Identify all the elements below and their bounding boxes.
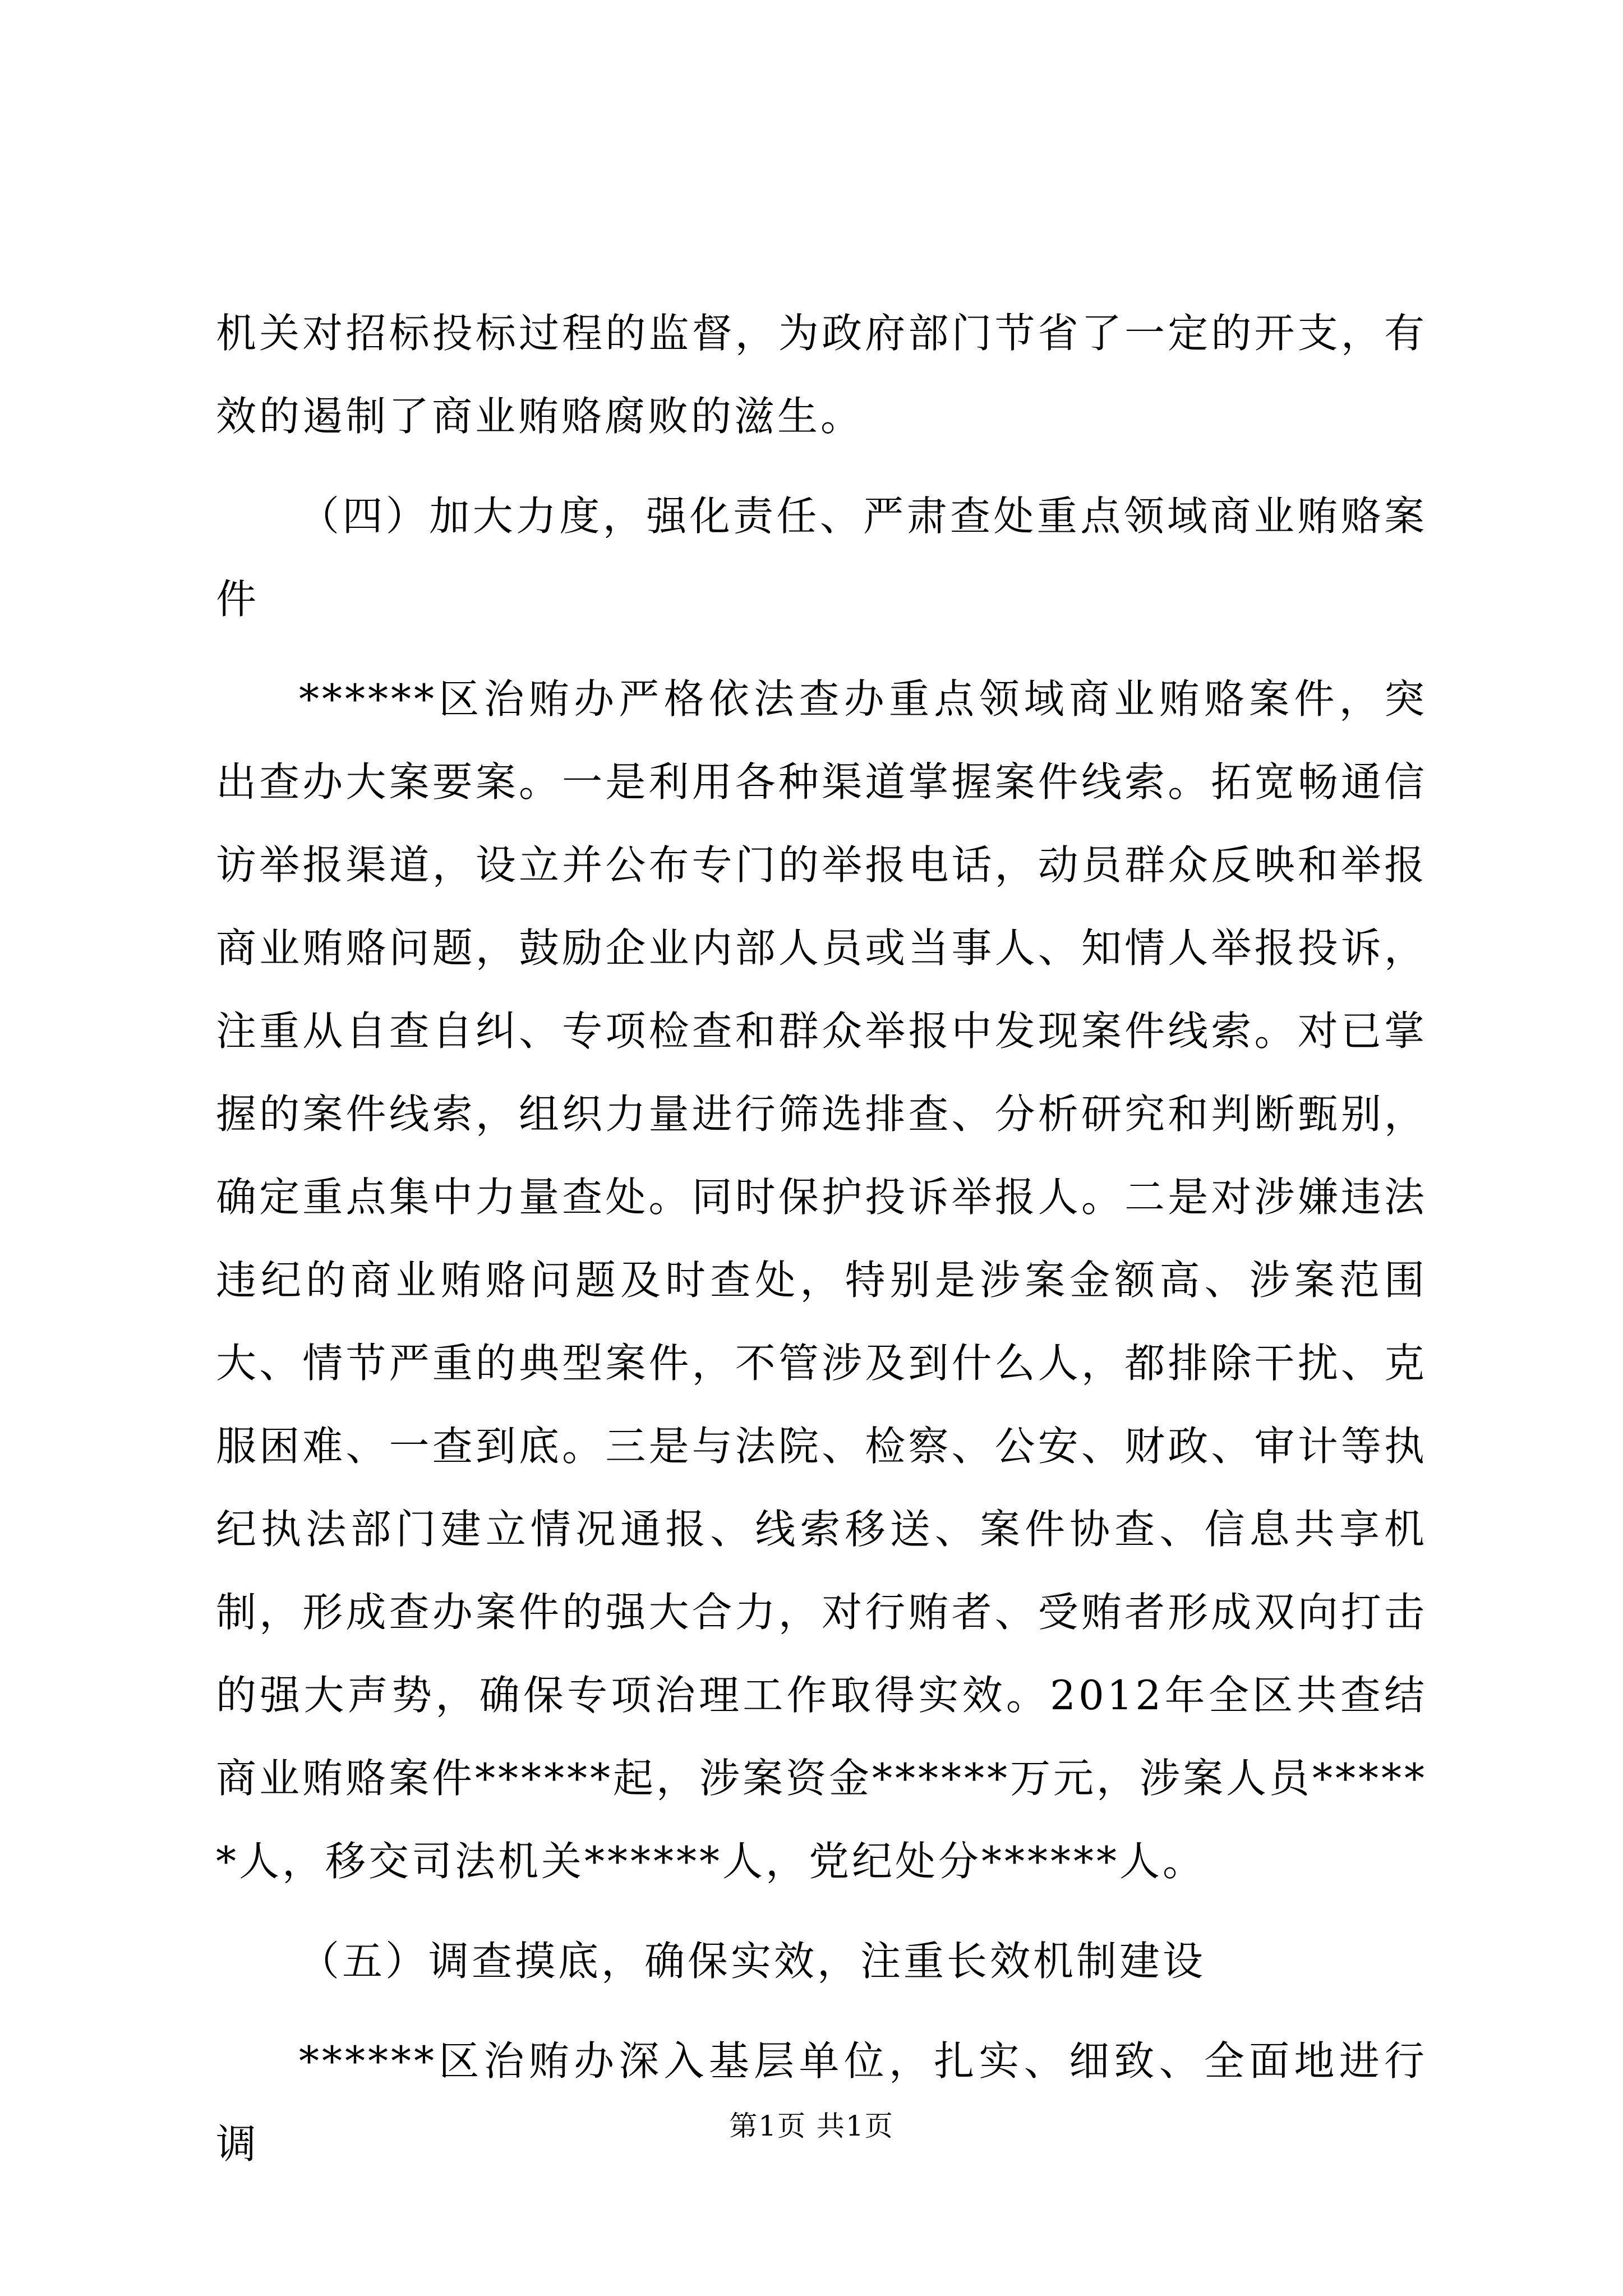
- page-footer: 第1页 共1页: [729, 2110, 894, 2142]
- document-body: [216, 292, 1427, 2185]
- paragraph-continuation: 机关对招标投标过程的监督，为政府部门节省了一定的开支，有效的遏制了商业贿赂腐败的滋生。: [216, 310, 1427, 440]
- paragraph-section-5: ******区治贿办深入基层单位，扎实、细致、全面地进行调: [216, 2037, 1427, 2168]
- section-heading-4: （四）加大力度，强化责任、严肃查处重点领域商业贿赂案件: [216, 493, 1427, 623]
- paragraph-section-4: ******区治贿办严格依法查办重点领域商业贿赂案件，突出查办大案要案。一是利用各种渠道掌握案件线索。拓宽畅通信访举报渠道，设立并公布专门的举报电话，动员群众反映和举报商业贿赂问题，鼓励企业内部人员或当事人、知情人举报投诉，注重从自查自纠、专项检查和群众举报中发现案件线索。对已掌握的案件线索，组织力量进行筛选排查、分析研究和判断甄别，确定重点集中力量查处。同时保护投诉举报人。二是对涉嫌违法违纪的商业贿赂问题及时查处，特别是涉案金额高、涉案范围大、情节严重的典型案件，不管涉及到什么人，都排除干扰、克服困难、一查到底。三是与法院、检察、公安、财政、审计等执纪执法部门建立情况通报、线索移送、案件协查、信息共享机制，形成查办案件的强大合力，对行贿者、受贿者形成双向打击的强大声势，确保专项治理工作取得实效。2012年全区共查结商业贿赂案件******起，涉案资金******万元，涉案人员******人，移交司法机关******人，党纪处分******人。: [216, 675, 1428, 1885]
- section-heading-5: （五）调查摸底，确保实效，注重长效机制建设: [299, 1938, 1206, 1985]
